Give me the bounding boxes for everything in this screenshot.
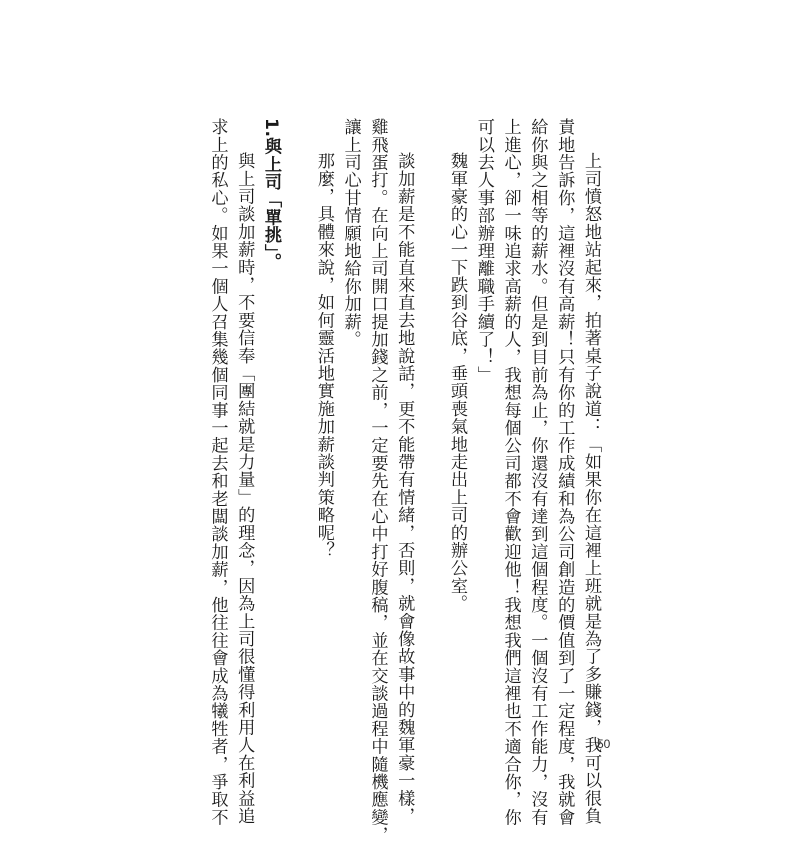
paragraph-3-line-3: 讓上司心甘情願地給你加薪。 xyxy=(340,118,361,349)
paragraph-1-line-2: 責地告訴你，這裡沒有高薪！只有你的工作成績和為公司創造的價值到了一定程度，我就會 xyxy=(554,118,575,826)
section-gap xyxy=(284,118,310,724)
section-heading: 1.與上司「單挑」。 xyxy=(261,118,282,271)
paragraph-1-line-4: 上進心，卻一味追求高薪的人，我想每個公司都不會歡迎他！我想我們這裡也不適合你，你 xyxy=(500,118,521,826)
paragraph-3-line-1: 談加薪是不能直來直去地說話，更不能帶有情緒，否則，就會像故事中的魏軍豪一樣， xyxy=(394,152,415,825)
paragraph-5-line-1: 與上司談加薪時，不要信奉「團結就是力量」的理念，因為上司很懂得利用人在利益追 xyxy=(234,152,255,825)
paragraph-1-line-5: 可以去人事部辦理離職手續了！」 xyxy=(473,118,494,384)
paragraph-4: 那麼，具體來說，如何靈活地實施加薪談判策略呢？ xyxy=(313,152,334,560)
paragraph-5-line-2: 求上的私心。如果一個人召集幾個同事一起去和老闆談加薪，他往往會成為犧牲者，爭取不 xyxy=(207,118,228,826)
paragraph-1-line-1: 上司憤怒地站起來，拍著桌子說道：「如果你在這裡上班就是為了多賺錢，我可以很負 xyxy=(581,152,601,825)
page-number: 50 xyxy=(597,737,611,751)
paragraph-3-line-2: 雞飛蛋打。在向上司開口提加錢之前，一定要先在心中打好腹稿，並在交談過程中隨機應變， xyxy=(367,118,388,844)
paragraph-gap xyxy=(417,118,443,724)
paragraph-2: 魏軍豪的心一下跌到谷底，垂頭喪氣地走出上司的辦公室。 xyxy=(447,152,468,613)
paragraph-1-line-3: 給你與之相等的薪水。但是到目前為止，你還沒有達到這個程度。一個沒有工作能力，沒有 xyxy=(527,118,548,826)
